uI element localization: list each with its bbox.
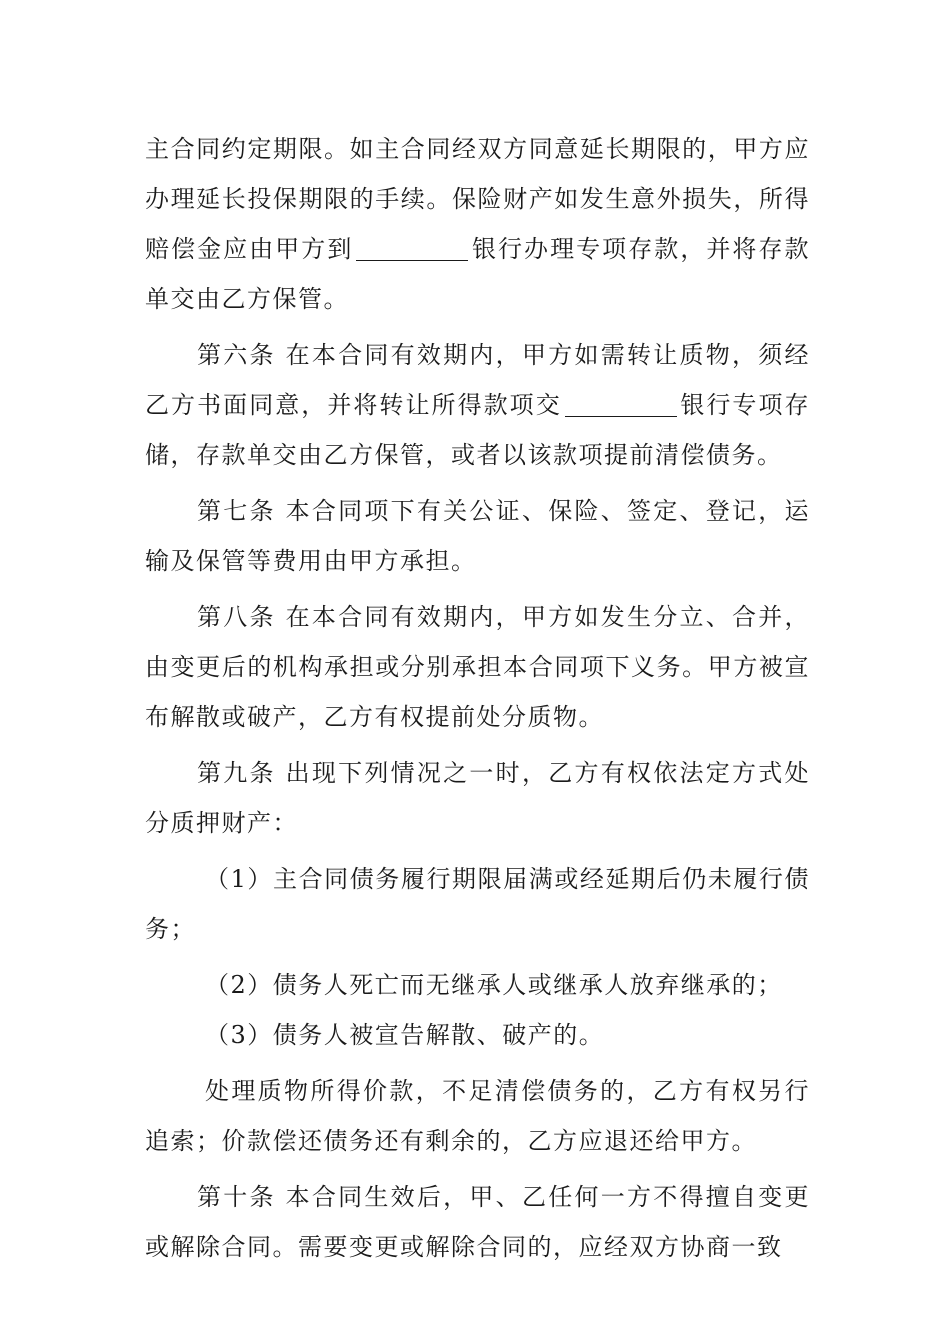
paragraph-continuation	[145, 124, 810, 324]
paragraph-text: 银行办理专项存款，并将存款单交由乙方保管。	[145, 235, 811, 313]
paragraph-disposal: 处理质物所得价款，不足清偿债务的，乙方有权另行追索；价款偿还债务还有剩余的，乙方应退还给甲方。	[145, 1077, 810, 1155]
paragraph-article-8: 第八条 在本合同有效期内，甲方如发生分立、合并，由变更后的机构承担或分别承担本合同项下义务。甲方被宣布解散或破产，乙方有权提前处分质物。	[145, 603, 810, 731]
paragraph-article-6	[145, 330, 810, 480]
blank-line	[565, 390, 677, 417]
paragraph-article-7: 第七条 本合同项下有关公证、保险、签定、登记，运输及保管等费用由甲方承担。	[145, 497, 810, 575]
paragraph-article-10: 第十条 本合同生效后，甲、乙任何一方不得擅自变更或解除合同。需要变更或解除合同的，应经双方协商一致	[145, 1183, 810, 1261]
paragraph-text: 第六条 在本合同有效期内，甲方如需转让质物，须经乙方书面同意，并将转让所得款项交	[145, 341, 810, 419]
list-item-2: （2）债务人死亡而无继承人或继承人放弃继承的；	[205, 971, 783, 999]
blank-line	[356, 234, 468, 261]
paragraph-article-9: 第九条 出现下列情况之一时，乙方有权依法定方式处分质押财产：	[145, 759, 810, 837]
paragraph-text: 银行专项存储，存款单交由乙方保管，或者以该款项提前清偿债务。	[145, 391, 811, 469]
paragraph-text: 主合同约定期限。如主合同经双方同意延长期限的，甲方应办理延长投保期限的手续。保险财产如发生意外损失，所得赔偿金应由甲方到	[145, 135, 810, 263]
list-item-3: （3）债务人被宣告解散、破产的。	[205, 1021, 605, 1049]
contract-text	[145, 124, 810, 1272]
list-item-1: （1）主合同债务履行期限届满或经延期后仍未履行债务；	[145, 865, 810, 943]
